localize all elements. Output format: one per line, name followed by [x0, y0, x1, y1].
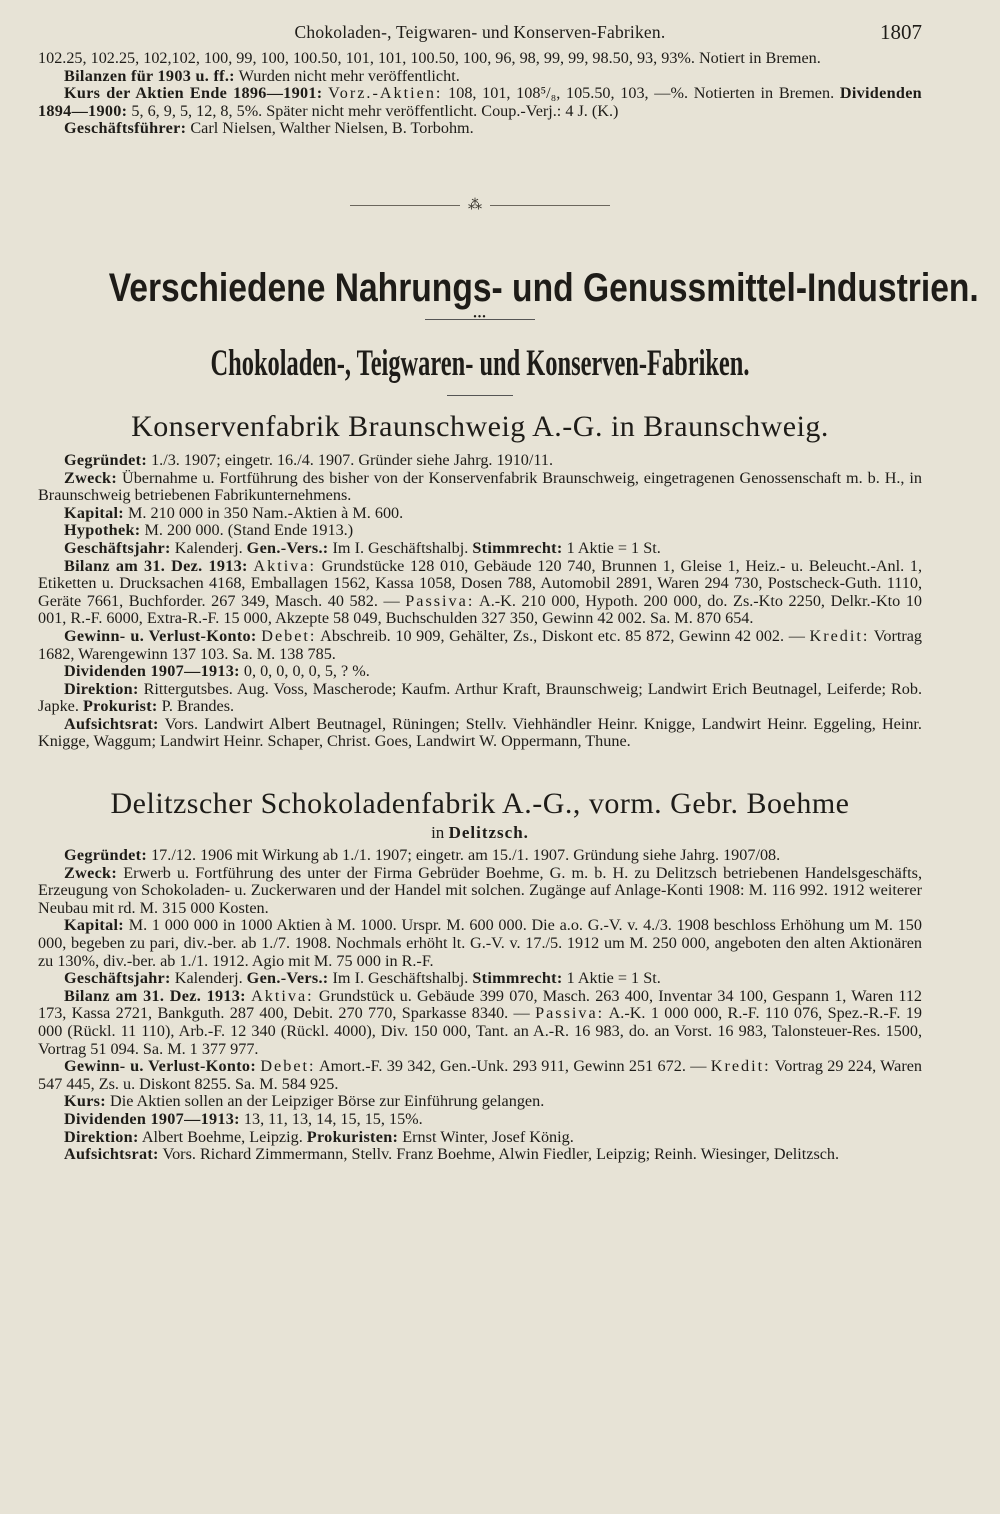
company-entry-delitzsch: [38, 787, 922, 1164]
dividenden-paragraph: Dividenden 1907—1913: 0, 0, 0, 0, 0, 5, ? %.: [64, 662, 370, 681]
page-number: 1807: [880, 20, 922, 44]
geschaeftsfuehrer-paragraph: Geschäftsführer: Carl Nielsen, Walther Nielsen, B. Torbohm.: [64, 119, 474, 138]
rule-dots: •••: [473, 311, 487, 323]
guv-paragraph: Gewinn- u. Verlust-Konto: Debet: Abschreib. 10 909, Gehälter, Zs., Diskont etc. 85 872, Gewinn 42 002. — Kredit: Vortrag 1682, Warengewinn 137 103. Sa. M. 138 785.: [38, 626, 923, 663]
kurs-paragraph: Kurs der Aktien Ende 1896—1901: Vorz.-Aktien: 108, 101, 108⁵/₈, 105.50, 103, —%. Notierten in Bremen. Dividenden 1894—1900: 5, 6, 9, 5, 12, 8, 5%. Später nicht mehr veröffentlicht. Coup.-Verj.: 4 J. (K.): [38, 84, 922, 120]
kurs-continuation: 102.25, 102.25, 102,102, 100, 99, 100, 100.50, 101, 101, 100.50, 100, 96, 98, 99, 99, 98.50, 93, 93%. Notiert in Bremen.: [38, 49, 821, 67]
divider-line-right: [490, 205, 610, 206]
aufsichtsrat-paragraph: Aufsichtsrat: Vors. Landwirt Albert Beutnagel, Rüningen; Stellv. Viehhändler Heinr. Knigge, Landwirt Heinr. Eggeling, Heinr. Knigge, Waggum; Landwirt Heinr. Schaper, Christ. Goes, Landwirt W. Oppermann, Thune.: [38, 714, 922, 751]
gegruendet-paragraph: Gegründet: 17./12. 1906 mit Wirkung ab 1./1. 1907; eingetr. am 15./1. 1907. Gründung siehe Jahrg. 1907/08.: [64, 846, 781, 865]
company-title: Delitzscher Schokoladenfabrik A.-G., vorm. Gebr. Boehme: [110, 787, 850, 821]
section-divider: [38, 196, 922, 214]
direktion-paragraph: Direktion: Rittergutsbes. Aug. Voss, Mascherode; Kaufm. Arthur Kraft, Braunschweig; Landwirt Erich Beutnagel, Leiferde; Rob. Japke. Prokurist: P. Brandes.: [38, 679, 922, 716]
ornament-icon: ⁂: [468, 197, 482, 213]
aufsichtsrat-paragraph: Aufsichtsrat: Vors. Richard Zimmermann, Stellv. Franz Boehme, Alwin Fiedler, Leipzig; Reinh. Wiesinger, Delitzsch.: [64, 1145, 840, 1164]
section-rule: [425, 311, 535, 326]
company-title: Konservenfabrik Braunschweig A.-G. in Braunschweig.: [131, 409, 829, 443]
zweck-paragraph: Zweck: Übernahme u. Fortführung des bisher von der Konservenfabrik Braunschweig, eingetragenen Genossenschaft m. b. H., in Braunschweig betriebenen Fabrikunternehmens.: [38, 468, 923, 505]
gegruendet-paragraph: Gegründet: 1./3. 1907; eingetr. 16./4. 1907. Gründer siehe Jahrg. 1910/11.: [64, 450, 554, 469]
zweck-paragraph: Zweck: Erwerb u. Fortführung des unter der Firma Gebrüder Boehme, G. m. b. H. zu Delitzsch betriebenen Handelsgeschäfts, Erzeugung von Schokoladen- u. Zuckerwaren und der Handel mit solchen. Zugänge auf Anlage-Konti 1908: M. 116 992. 1912 weiterer Neubau mit rd. M. 315 000 Kosten.: [38, 863, 923, 917]
bilanzen-paragraph: Bilanzen für 1903 u. ff.: Wurden nicht mehr veröffentlicht.: [64, 66, 460, 85]
kapital-paragraph: Kapital: M. 210 000 in 350 Nam.-Aktien à M. 600.: [64, 503, 404, 522]
direktion-paragraph: Direktion: Albert Boehme, Leipzig. Prokuristen: Ernst Winter, Josef König.: [64, 1127, 574, 1146]
subsection-rule: [447, 395, 513, 396]
previous-entry-tail: [38, 50, 922, 138]
hypothek-paragraph: Hypothek: M. 200 000. (Stand Ende 1913.): [64, 521, 354, 540]
bilanz-paragraph: Bilanz am 31. Dez. 1913: Aktiva: Grundstücke 128 010, Gebäude 120 740, Brunnen 1, Gleise 1, Heiz.- u. Beleucht.-Anl. 1, Etiketten u. Drucksachen 4168, Emballagen 1562, Kassa 1058, Dosen 788, Automobil 2891, Waren 294 730, Postscheck-Guth. 1110, Geräte 7661, Buchforder. 267 349, Masch. 40 582. — Passiva: A.-K. 210 000, Hypoth. 200 000, do. Zs.-Kto 2250, Delkr.-Kto 10 001, R.-F. 6000, Extra-R.-F. 15 000, Akzepte 58 049, Buchschulden 327 350, Gewinn 42 002. Sa. M. 870 654.: [38, 556, 923, 628]
company-entry-braunschweig: [38, 410, 922, 751]
subsection-title: Chokoladen-, Teigwaren- und Konserven-Fabriken.: [210, 342, 750, 384]
running-title: Chokoladen-, Teigwaren- und Konserven-Fabriken.: [294, 22, 666, 42]
divider-line-left: [350, 205, 460, 206]
kapital-paragraph: Kapital: M. 1 000 000 in 1000 Aktien à M. 1000. Urspr. M. 600 000. Die a.o. G.-V. v. 4./3. 1908 beschloss Erhöhung um M. 150 000, begeben zu pari, div.-ber. ab 1./7. 1908. Nochmals erhöht lt. G.-V. v. 17./5. 1912 um M. 250 000, angeboten den alten Aktionären zu 130%, div.-ber. ab 1./1. 1912. Agio mit M. 75 000 in R.-F.: [38, 916, 922, 970]
guv-paragraph: Gewinn- u. Verlust-Konto: Debet: Amort.-F. 39 342, Gen.-Unk. 293 911, Gewinn 251 672. — Kredit: Vortrag 29 224, Waren 547 445, Zs. u. Diskont 8255. Sa. M. 584 925.: [38, 1057, 923, 1093]
geschaeftsjahr-paragraph: Geschäftsjahr: Kalenderj. Gen.-Vers.: Im I. Geschäftshalbj. Stimmrecht: 1 Aktie = 1 St.: [64, 538, 661, 557]
kurs-paragraph: Kurs: Die Aktien sollen an der Leipziger Börse zur Einführung gelangen.: [64, 1092, 545, 1111]
bilanz-paragraph: Bilanz am 31. Dez. 1913: Aktiva: Grundstück u. Gebäude 399 070, Masch. 263 400, Inventar 34 100, Gespann 1, Waren 112 173, Kassa 2721, Bankguth. 287 400, Debit. 270 770, Sparkasse 8340. — Passiva: A.-K. 1 000 000, R.-F. 110 076, Spez.-R.-F. 19 000 (Rückl. 11 110), Arb.-F. 12 340 (Rückl. 4000), Div. 150 000, Tant. an A.-R. 16 983, do. an Vorst. 16 983, Talonsteuer-Res. 1500, Vortrag 51 094. Sa. M. 1 377 977.: [38, 986, 923, 1058]
company-subtitle: in Delitzsch.: [431, 823, 529, 843]
running-head: [38, 20, 922, 50]
geschaeftsjahr-paragraph: Geschäftsjahr: Kalenderj. Gen.-Vers.: Im I. Geschäftshalbj. Stimmrecht: 1 Aktie = 1 St.: [64, 969, 661, 988]
dividenden-paragraph: Dividenden 1907—1913: 13, 11, 13, 14, 15, 15, 15%.: [64, 1109, 423, 1128]
section-title: Verschiedene Nahrungs- und Genussmittel-Industrien.: [108, 265, 979, 310]
